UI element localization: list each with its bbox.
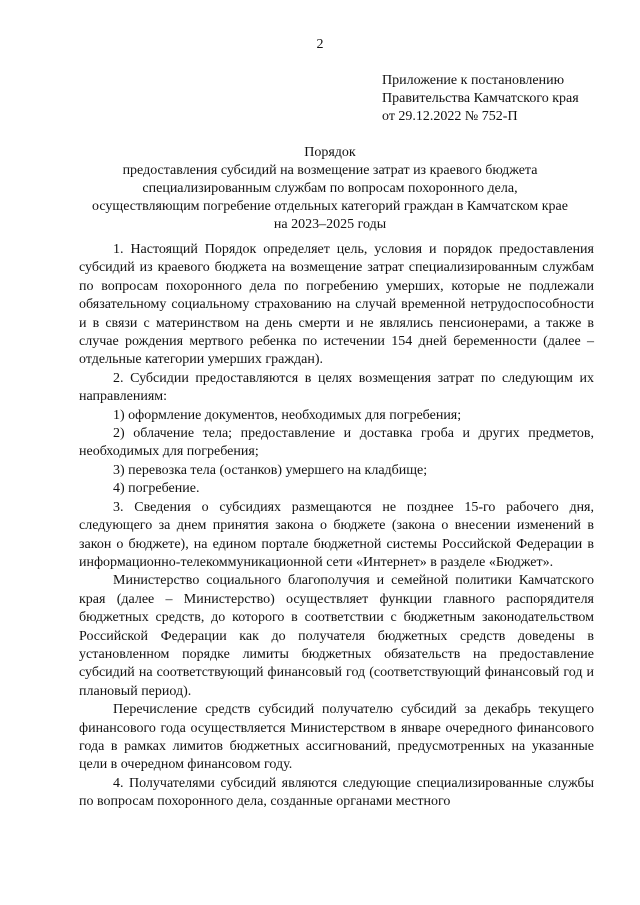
- list-item-2: 2) облачение тела; предоставление и доставка гроба и других предметов, необходимых для погребения;: [79, 426, 594, 460]
- list-item-1: 1) оформление документов, необходимых для погребения;: [113, 407, 462, 423]
- list-item-4: 4) погребение.: [113, 481, 200, 497]
- title-line-3: осуществляющим погребение отдельных категорий граждан в Камчатском крае: [92, 199, 568, 214]
- title-line-1: предоставления субсидий на возмещение затрат из краевого бюджета: [122, 163, 538, 178]
- paragraph-2: 2. Субсидии предоставляются в целях возмещения затрат по следующим их направлениям:: [79, 370, 594, 405]
- document-title: [60, 144, 600, 234]
- paragraph-4: 4. Получателями субсидий являются следующие специализированные службы по вопросам похоронного дела, созданные органами местного: [79, 775, 594, 810]
- appendix-note: [382, 72, 579, 126]
- document-body: [79, 241, 594, 812]
- paragraph-1: 1. Настоящий Порядок определяет цель, условия и порядок предоставления субсидий из краевого бюджета на возмещение затрат специализированным службам по вопросам похоронного дела по погребению умерших, которые не подлежали обязательному социальному страхованию на случай временной нетрудоспособности и в связи с материнством на день смерти и не являлись пенсионерами, а также в случае рождения мертвого ребенка по истечении 154 дней беременности (далее – отдельные категории умерших граждан).: [79, 242, 594, 368]
- page-number: 2: [316, 37, 324, 52]
- appendix-line-3: от 29.12.2022 № 752-П: [382, 109, 518, 124]
- paragraph-3: 3. Сведения о субсидиях размещаются не позднее 15-го рабочего дня, следующего за днем принятия закона о бюджете (закона о внесении изменений в закон о бюджете), на едином портале бюджетной системы Российской Федерации в информационно-телекоммуникационной сети «Интернет» в разделе «Бюджет».: [79, 499, 594, 570]
- paragraph-transfer: Перечисление средств субсидий получателю субсидий за декабрь текущего финансового года осуществляется Министерством в январе очередного финансового года в рамках лимитов бюджетных ассигнований, предусмотренных на указанные цели в очередном финансовом году.: [79, 702, 594, 773]
- title-line-2: специализированным службам по вопросам похоронного дела,: [142, 181, 518, 196]
- title-line-4: на 2023–2025 годы: [273, 217, 387, 232]
- list-item-3: 3) перевозка тела (останков) умершего на кладбище;: [113, 462, 428, 478]
- title-heading: Порядок: [304, 145, 356, 160]
- appendix-line-2: Правительства Камчатского края: [382, 91, 579, 106]
- appendix-line-1: Приложение к постановлению: [382, 73, 565, 88]
- paragraph-ministry: Министерство социального благополучия и семейной политики Камчатского края (далее – Министерство) осуществляет функции главного распорядителя бюджетных средств, до которого в соответствии с бюджетным законодательством Российской Федерации как до получателя бюджетных средств доведены в установленном порядке лимиты бюджетных обязательств на предоставление субсидий на соответствующий финансовый год (соответствующий финансовый год и плановый период).: [79, 573, 594, 699]
